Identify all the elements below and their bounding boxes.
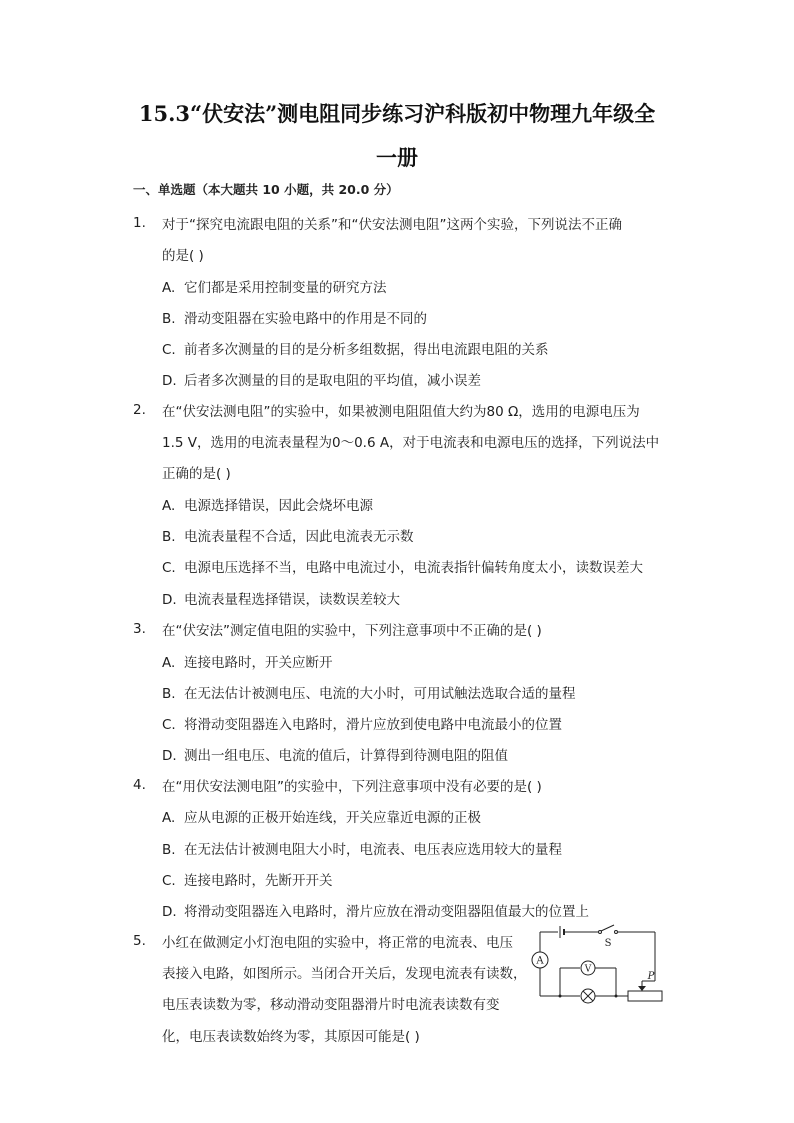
option-key: D.: [162, 748, 177, 764]
slider-label: P: [647, 971, 655, 982]
option-key: D.: [162, 373, 177, 389]
option-key: C.: [162, 560, 176, 576]
question-number: 3.: [133, 621, 146, 637]
option-key: C.: [162, 873, 176, 889]
question-stem-line: 在“伏安法测电阻”的实验中，如果被测电阻阻值大约为80 Ω，选用的电源电压为: [162, 404, 640, 420]
option-text: 在无法估计被测电阻大小时，电流表、电压表应选用较大的量程: [184, 842, 562, 858]
switch-blade-icon: [601, 925, 614, 931]
option-text: 测出一组电压、电流的值后，计算得到待测电阻的阻值: [184, 748, 508, 764]
slider-arrow-icon: [638, 986, 646, 991]
option-key: B.: [162, 311, 176, 327]
option-a: [162, 806, 481, 826]
question-stem-line: 在“伏安法”测定值电阻的实验中，下列注意事项中不正确的是( ): [162, 623, 542, 639]
option-a: [162, 276, 387, 296]
rheostat-icon: [628, 991, 662, 1001]
question-stem-line: 1.5 V，选用的电流表量程为0～0.6 A，对于电流表和电源电压的选择，下列说法中: [162, 435, 660, 451]
switch-label: S: [604, 938, 612, 949]
option-c: [162, 713, 562, 733]
option-c: [162, 338, 549, 358]
option-text: 将滑动变阻器连入电路时，滑片应放到使电路中电流最小的位置: [184, 717, 562, 733]
option-b: [162, 838, 562, 858]
option-text: 在无法估计被测电压、电流的大小时，可用试触法选取合适的量程: [184, 686, 576, 702]
option-d: [162, 588, 400, 608]
option-d: [162, 744, 508, 764]
question-stem-line: 电压表读数为零，移动滑动变阻器滑片时电流表读数有变: [162, 997, 500, 1013]
option-a: [162, 494, 373, 514]
question-stem-line: 对于“探究电流跟电阻的关系”和“伏安法测电阻”这两个实验，下列说法不正确: [162, 217, 622, 233]
question-stem-line: 表接入电路，如图所示。当闭合开关后，发现电流表有读数，: [162, 966, 527, 982]
option-text: 电流表量程选择错误，读数误差较大: [184, 592, 400, 608]
option-d: [162, 369, 481, 389]
option-text: 连接电路时，开关应断开: [184, 655, 333, 671]
option-b: [162, 525, 414, 545]
option-b: [162, 682, 576, 702]
voltmeter-label: V: [584, 964, 592, 975]
circuit-diagram: [528, 924, 664, 1006]
option-text: 电源电压选择不当，电路中电流过小，电流表指针偏转角度太小，读数误差大: [184, 560, 643, 576]
question-stem-line: 化，电压表读数始终为零，其原因可能是( ): [162, 1029, 420, 1045]
option-c: [162, 556, 643, 576]
option-text: 它们都是采用控制变量的研究方法: [184, 280, 387, 296]
question-stem-line: 小红在做测定小灯泡电阻的实验中，将正常的电流表、电压: [162, 935, 513, 951]
option-key: C.: [162, 717, 176, 733]
question-number: 5.: [133, 933, 146, 949]
option-key: A.: [162, 655, 176, 671]
option-text: 连接电路时，先断开开关: [184, 873, 333, 889]
question-number: 4.: [133, 777, 146, 793]
option-key: D.: [162, 592, 177, 608]
question-stem-line: 正确的是( ): [162, 466, 231, 482]
ammeter-label: A: [536, 955, 544, 967]
option-key: A.: [162, 280, 176, 296]
option-text: 电源选择错误，因此会烧坏电源: [184, 498, 373, 514]
option-text: 将滑动变阻器连入电路时，滑片应放在滑动变阻器阻值最大的位置上: [184, 904, 589, 920]
question-stem-line: 的是( ): [162, 248, 204, 264]
document-title-line2: 一册: [376, 145, 418, 170]
section-heading: 一、单选题（本大题共 10 小题，共 20.0 分）: [133, 182, 399, 197]
switch-contact: [615, 931, 618, 934]
option-b: [162, 307, 427, 327]
document-title-line1: 15.3“伏安法”测电阻同步练习沪科版初中物理九年级全: [138, 101, 656, 126]
junction-dot: [559, 995, 562, 998]
option-key: B.: [162, 842, 176, 858]
option-text: 前者多次测量的目的是分析多组数据，得出电流跟电阻的关系: [184, 342, 549, 358]
option-d: [162, 900, 589, 920]
junction-dot: [615, 995, 618, 998]
option-a: [162, 651, 333, 671]
option-text: 应从电源的正极开始连线，开关应靠近电源的正极: [184, 810, 481, 826]
question-number: 2.: [133, 402, 146, 418]
option-key: C.: [162, 342, 176, 358]
question-number: 1.: [133, 215, 146, 231]
option-text: 电流表量程不合适，因此电流表无示数: [184, 529, 414, 545]
option-text: 滑动变阻器在实验电路中的作用是不同的: [184, 311, 427, 327]
option-key: A.: [162, 810, 176, 826]
option-key: B.: [162, 529, 176, 545]
option-key: D.: [162, 904, 177, 920]
option-key: A.: [162, 498, 176, 514]
question-stem-line: 在“用伏安法测电阻”的实验中，下列注意事项中没有必要的是( ): [162, 779, 542, 795]
option-c: [162, 869, 333, 889]
option-text: 后者多次测量的目的是取电阻的平均值，减小误差: [184, 373, 481, 389]
option-key: B.: [162, 686, 176, 702]
